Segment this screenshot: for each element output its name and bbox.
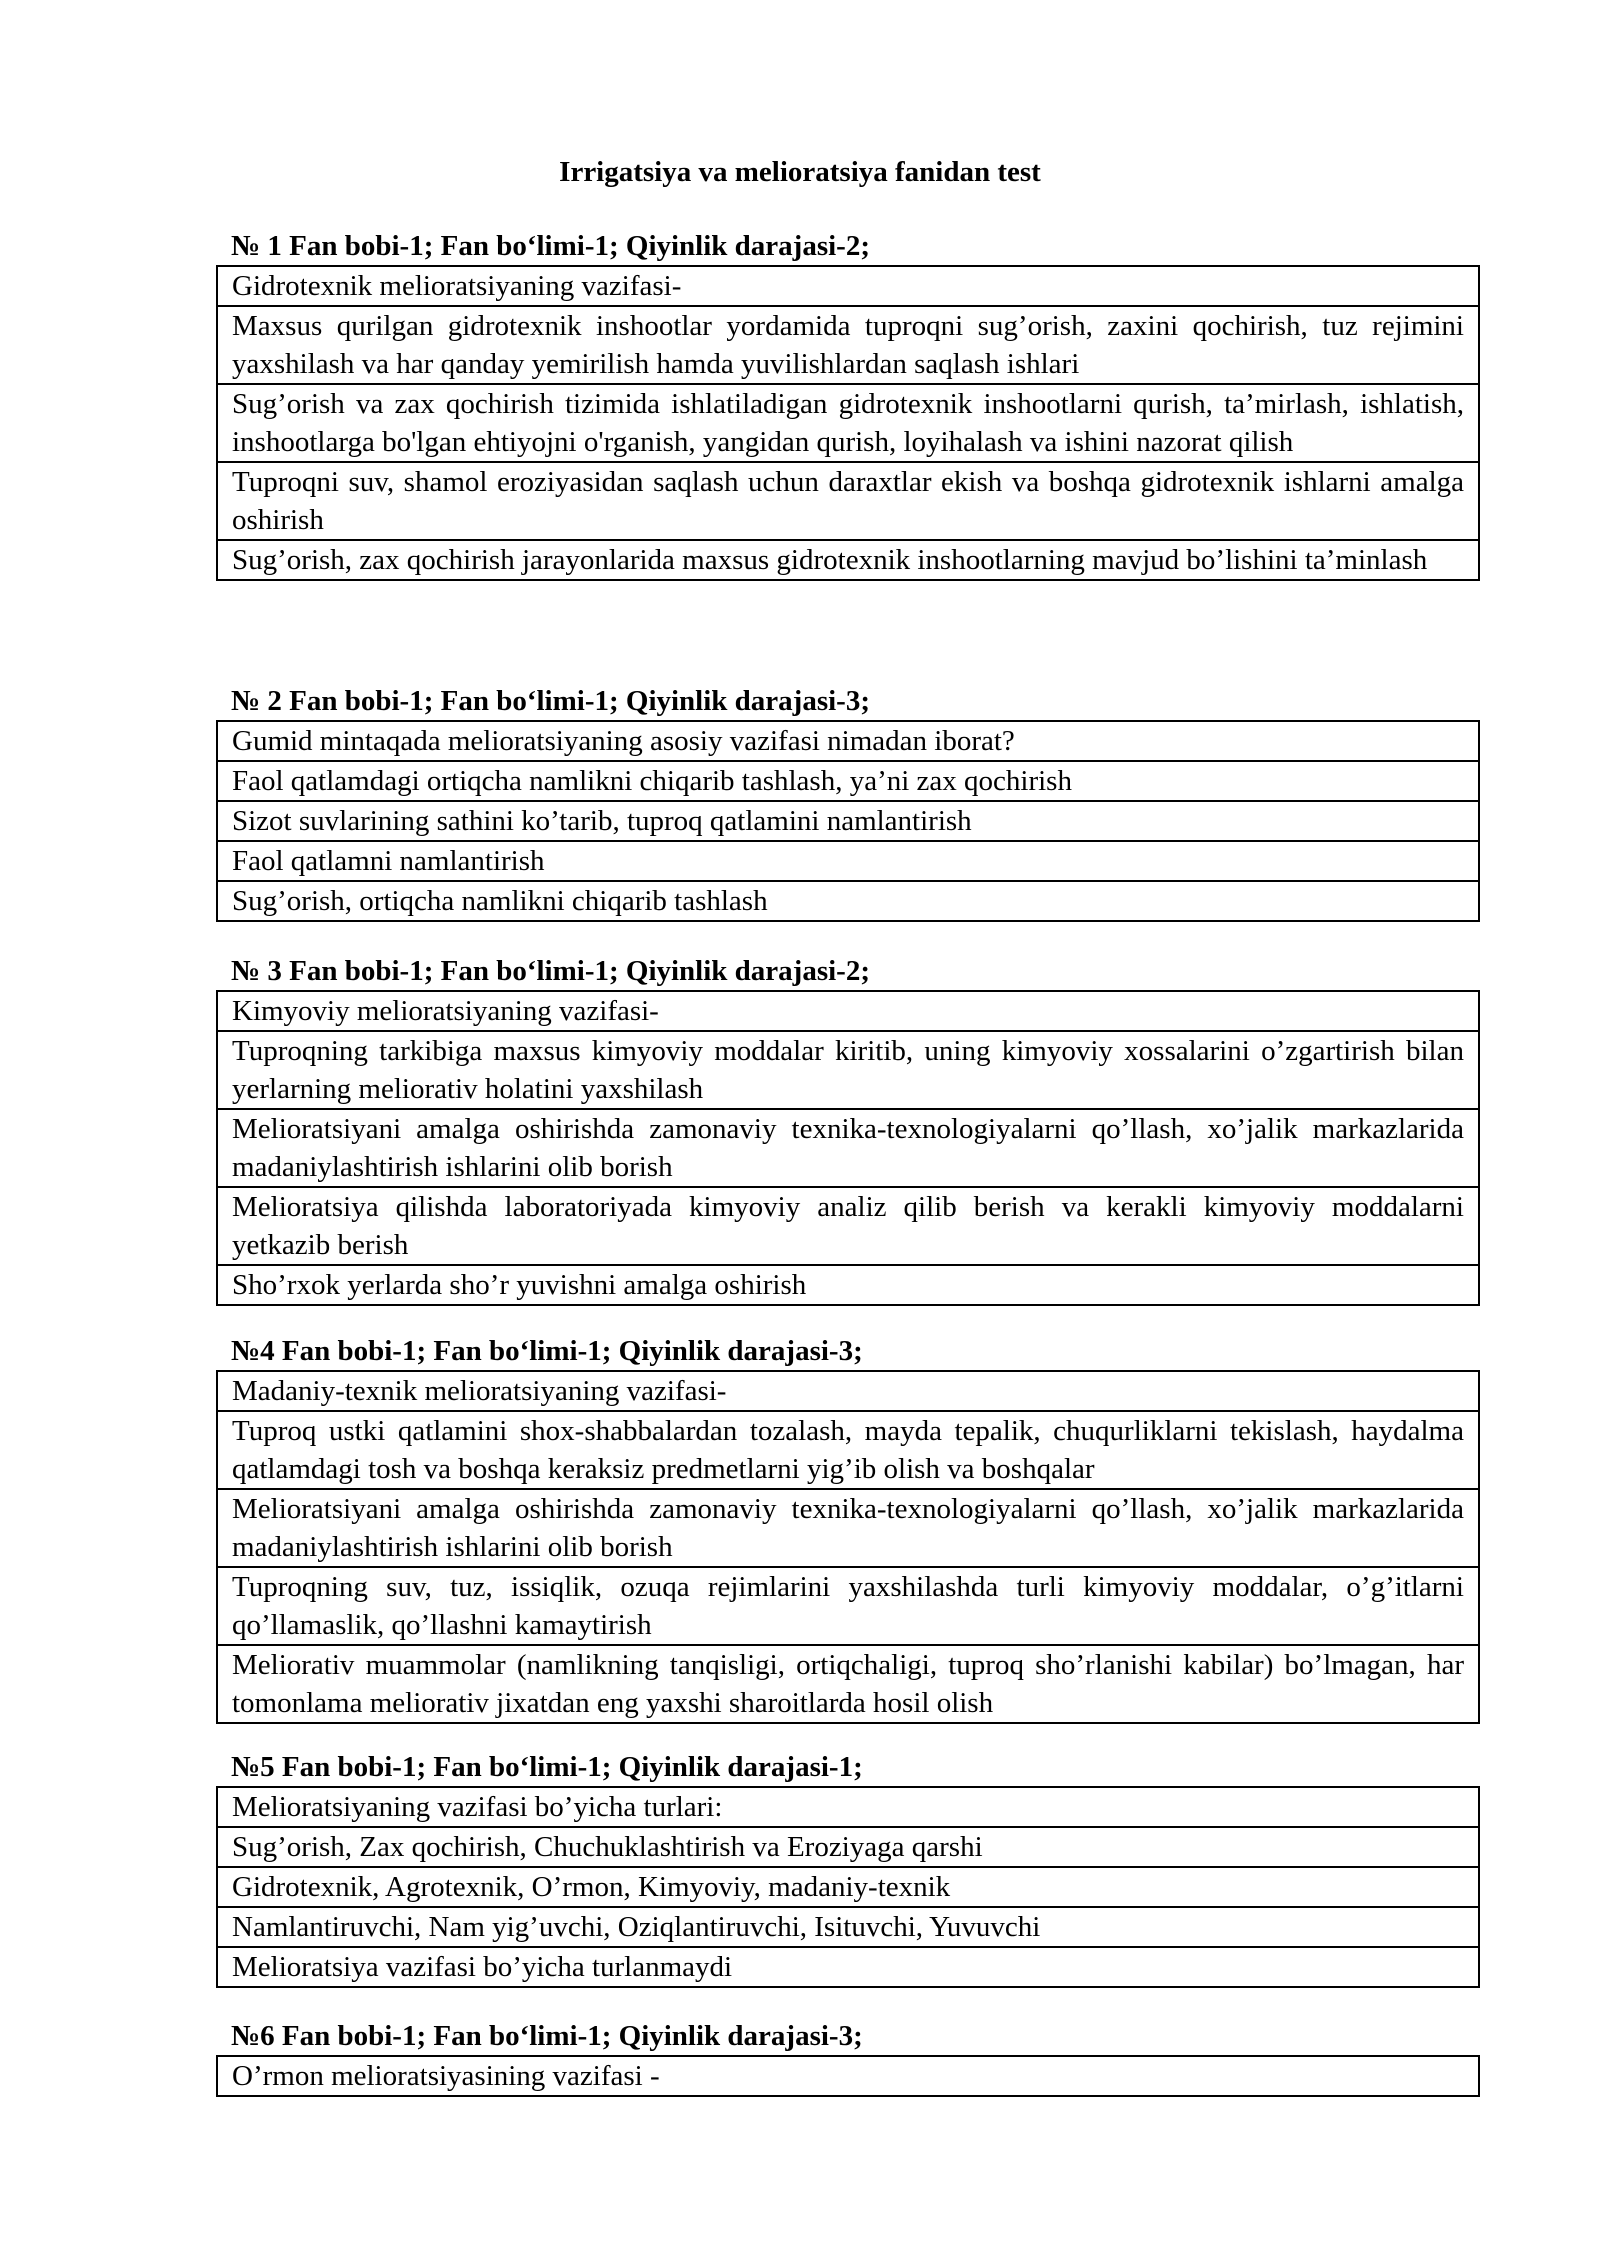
- answer-option: Tuproqni suv, shamol eroziyasidan saqlash uchun daraxtlar ekish va boshqa gidrotexnik ishlarni amalga oshirish: [217, 462, 1479, 540]
- question-text: Kimyoviy melioratsiyaning vazifasi-: [217, 991, 1479, 1031]
- answer-option: Melioratsiyani amalga oshirishda zamonaviy texnika-texnologiyalarni qo’llash, xo’jalik markazlarida madaniylashtirish ishlarini olib borish: [217, 1489, 1479, 1567]
- question-table: [216, 265, 1480, 581]
- question-6: [216, 2017, 1480, 2097]
- answer-option: Tuproq ustki qatlamini shox-shabbalardan tozalash, mayda tepalik, chuqurliklarni tekislash, haydalma qatlamdagi tosh va boshqa keraksiz predmetlarni yig’ib olish va boshqalar: [217, 1411, 1479, 1489]
- table-row: [217, 2056, 1479, 2096]
- answer-option: Faol qatlamdagi ortiqcha namlikni chiqarib tashlash, ya’ni zax qochirish: [217, 761, 1479, 801]
- question-2: [216, 682, 1480, 922]
- table-row: [217, 384, 1479, 462]
- table-row: [217, 1109, 1479, 1187]
- table-row: [217, 1645, 1479, 1723]
- question-table: [216, 2055, 1480, 2097]
- table-row: [217, 1265, 1479, 1305]
- answer-option: Sug’orish, Zax qochirish, Chuchuklashtirish va Eroziyaga qarshi: [217, 1827, 1479, 1867]
- answer-option: Faol qatlamni namlantirish: [217, 841, 1479, 881]
- question-4: [216, 1332, 1480, 1724]
- table-row: [217, 306, 1479, 384]
- table-row: [217, 1827, 1479, 1867]
- table-row: [217, 761, 1479, 801]
- table-row: [217, 462, 1479, 540]
- answer-option: Namlantiruvchi, Nam yig’uvchi, Oziqlantiruvchi, Isituvchi, Yuvuvchi: [217, 1907, 1479, 1947]
- table-row: [217, 1867, 1479, 1907]
- table-row: [217, 721, 1479, 761]
- table-row: [217, 1371, 1479, 1411]
- table-row: [217, 841, 1479, 881]
- question-header: №5 Fan bobi-1; Fan bo‘limi-1; Qiyinlik darajasi-1;: [231, 1751, 863, 1783]
- table-row: [217, 1031, 1479, 1109]
- question-table: [216, 990, 1480, 1306]
- table-row: [217, 266, 1479, 306]
- table-row: [217, 1489, 1479, 1567]
- question-3: [216, 952, 1480, 1306]
- table-row: [217, 881, 1479, 921]
- answer-option: Sizot suvlarining sathini ko’tarib, tuproq qatlamini namlantirish: [217, 801, 1479, 841]
- answer-option: Meliorativ muammolar (namlikning tanqisligi, ortiqchaligi, tuproq sho’rlanishi kabilar) bo’lmagan, har tomonlama meliorativ jixatdan eng yaxshi sharoitlarda hosil olish: [217, 1645, 1479, 1723]
- table-row: [217, 1907, 1479, 1947]
- table-row: [217, 540, 1479, 580]
- answer-option: Tuproqning suv, tuz, issiqlik, ozuqa rejimlarini yaxshilashda turli kimyoviy moddalar, o’g’itlarni qo’llamaslik, qo’llashni kamaytirish: [217, 1567, 1479, 1645]
- question-header: № 1 Fan bobi-1; Fan bo‘limi-1; Qiyinlik darajasi-2;: [231, 230, 870, 262]
- answer-option: Gidrotexnik, Agrotexnik, O’rmon, Kimyoviy, madaniy-texnik: [217, 1867, 1479, 1907]
- answer-option: Sho’rxok yerlarda sho’r yuvishni amalga oshirish: [217, 1265, 1479, 1305]
- table-row: [217, 1567, 1479, 1645]
- question-header: №6 Fan bobi-1; Fan bo‘limi-1; Qiyinlik darajasi-3;: [231, 2020, 863, 2052]
- question-5: [216, 1748, 1480, 1988]
- question-table: [216, 720, 1480, 922]
- table-row: [217, 801, 1479, 841]
- table-row: [217, 1411, 1479, 1489]
- answer-option: Sug’orish va zax qochirish tizimida ishlatiladigan gidrotexnik inshootlarni qurish, ta’mirlash, ishlatish, inshootlarga bo'lgan ehtiyojni o'rganish, yangidan qurish, loyihalash va ishini nazorat qilish: [217, 384, 1479, 462]
- question-header: № 3 Fan bobi-1; Fan bo‘limi-1; Qiyinlik darajasi-2;: [231, 955, 870, 987]
- question-table: [216, 1370, 1480, 1724]
- question-1: [216, 227, 1480, 581]
- answer-option: Tuproqning tarkibiga maxsus kimyoviy moddalar kiritib, uning kimyoviy xossalarini o’zgartirish bilan yerlarning meliorativ holatini yaxshilash: [217, 1031, 1479, 1109]
- document-title: Irrigatsiya va melioratsiya fanidan test: [559, 156, 1041, 188]
- table-row: [217, 1947, 1479, 1987]
- question-table: [216, 1786, 1480, 1988]
- question-header: № 2 Fan bobi-1; Fan bo‘limi-1; Qiyinlik darajasi-3;: [231, 685, 870, 717]
- question-text: Gumid mintaqada melioratsiyaning asosiy vazifasi nimadan iborat?: [217, 721, 1479, 761]
- answer-option: Maxsus qurilgan gidrotexnik inshootlar yordamida tuproqni sug’orish, zaxini qochirish, tuz rejimini yaxshilash va har qanday yemirilish hamda yuvilishlardan saqlash ishlari: [217, 306, 1479, 384]
- question-text: O’rmon melioratsiyasining vazifasi -: [217, 2056, 1479, 2096]
- answer-option: Melioratsiya vazifasi bo’yicha turlanmaydi: [217, 1947, 1479, 1987]
- question-text: Madaniy-texnik melioratsiyaning vazifasi-: [217, 1371, 1479, 1411]
- question-header: №4 Fan bobi-1; Fan bo‘limi-1; Qiyinlik darajasi-3;: [231, 1335, 863, 1367]
- answer-option: Sug’orish, ortiqcha namlikni chiqarib tashlash: [217, 881, 1479, 921]
- answer-option: Melioratsiyani amalga oshirishda zamonaviy texnika-texnologiyalarni qo’llash, xo’jalik markazlarida madaniylashtirish ishlarini olib borish: [217, 1109, 1479, 1187]
- table-row: [217, 1187, 1479, 1265]
- table-row: [217, 991, 1479, 1031]
- question-text: Melioratsiyaning vazifasi bo’yicha turlari:: [217, 1787, 1479, 1827]
- question-text: Gidrotexnik melioratsiyaning vazifasi-: [217, 266, 1479, 306]
- table-row: [217, 1787, 1479, 1827]
- answer-option: Sug’orish, zax qochirish jarayonlarida maxsus gidrotexnik inshootlarning mavjud bo’lishini ta’minlash: [217, 540, 1479, 580]
- answer-option: Melioratsiya qilishda laboratoriyada kimyoviy analiz qilib berish va kerakli kimyoviy moddalarni yetkazib berish: [217, 1187, 1479, 1265]
